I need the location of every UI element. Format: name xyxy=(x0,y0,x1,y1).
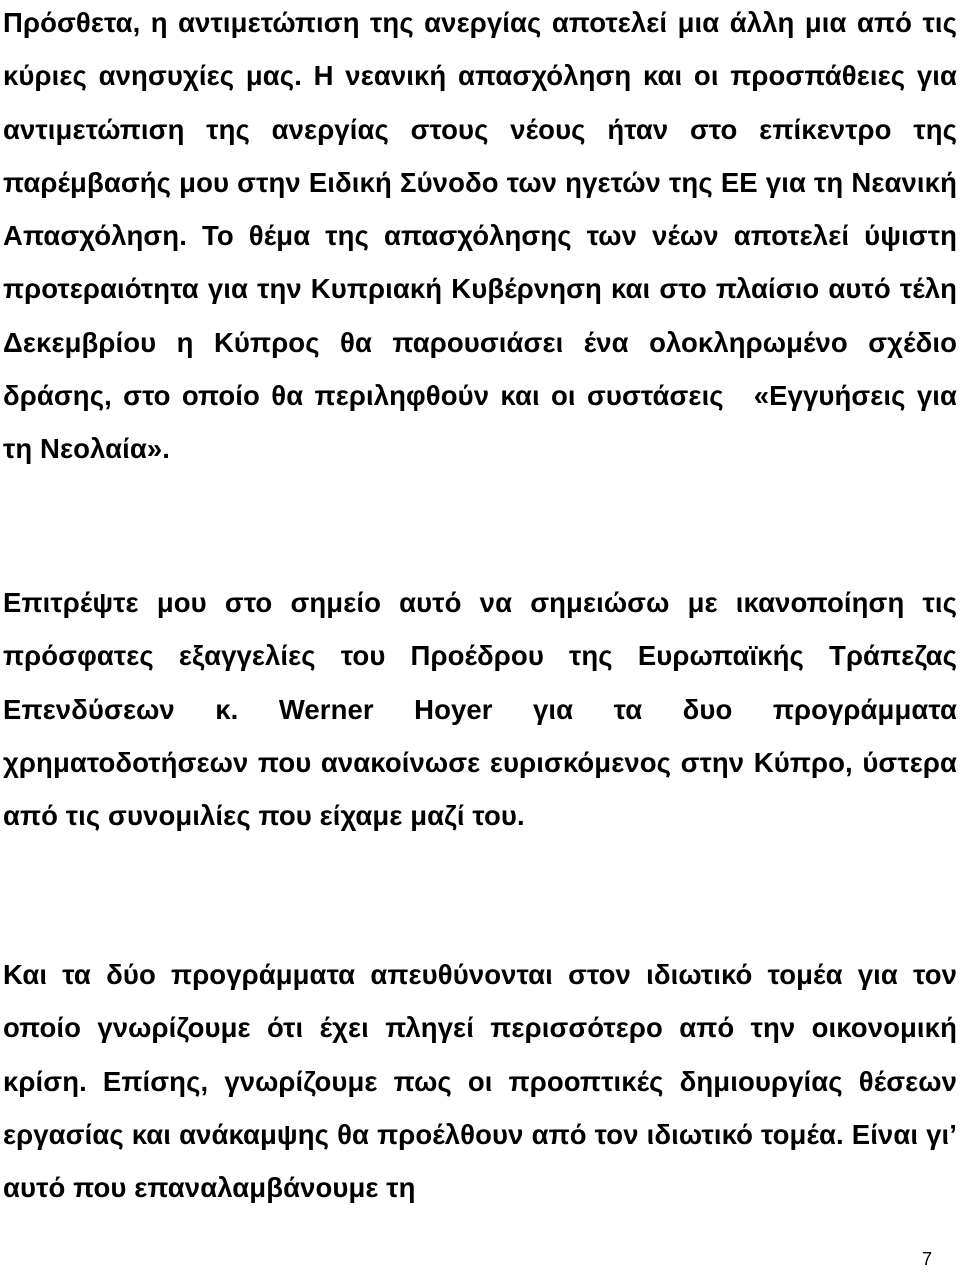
paragraph-text: Και τα δύο προγράμματα απευθύνονται στον ιδιωτικό τομέα για τον οποίο γνωρίζουμε ότι έχει πληγεί περισσότερο από την οικονομική κρίση. Επίσης, γνωρίζουμε πως οι προοπτικές δημιουργίας θέσεων εργασίας και ανάκαμψης θα προέλθουν από τον ιδιωτικό τομέα. Είναι γι’ αυτό που επαναλαμβάνουμε τη xyxy=(3,959,957,1204)
paragraph-eib-announcement xyxy=(3,576,957,842)
page-number: 7 xyxy=(921,1249,932,1269)
paragraph-text: Επιτρέψτε μου στο σημείο αυτό να σημειώσω με ικανοποίηση τις πρόσφατες εξαγγελίες του Προέδρου της Ευρωπαϊκής Τράπεζας Επενδύσεων κ. Werner Hoyer για τα δυο προγράμματα χρηματοδοτήσεων που ανακοίνωσε ευρισκόμενος στην Κύπρο, ύστερα από τις συνομιλίες που είχαμε μαζί του. xyxy=(3,587,957,832)
paragraph-private-sector xyxy=(3,948,957,1214)
paragraph-text: Πρόσθετα, η αντιμετώπιση της ανεργίας αποτελεί μια άλλη μια από τις κύριες ανησυχίες μας. Η νεανική απασχόληση και οι προσπάθειες για αντιμετώπιση της ανεργίας στους νέους ήταν στο επίκεντρο της παρέμβασής μου στην Ειδική Σύνοδο των ηγετών της ΕΕ για τη Νεανική Απασχόληση. Το θέμα της απασχόλησης των νέων αποτελεί ύψιστη προτεραιότητα για την Κυπριακή Κυβέρνηση και στο πλαίσιο αυτό τέλη Δεκεμβρίου η Κύπρος θα παρουσιάσει ένα ολοκληρωμένο σχέδιο δράσης, στο οποίο θα περιληφθούν και οι συστάσεις xyxy=(3,7,957,412)
paragraph-youth-employment xyxy=(3,0,957,476)
quoted-programme-title: «Εγγυήσεις για τη Νεολαία». xyxy=(3,380,958,465)
